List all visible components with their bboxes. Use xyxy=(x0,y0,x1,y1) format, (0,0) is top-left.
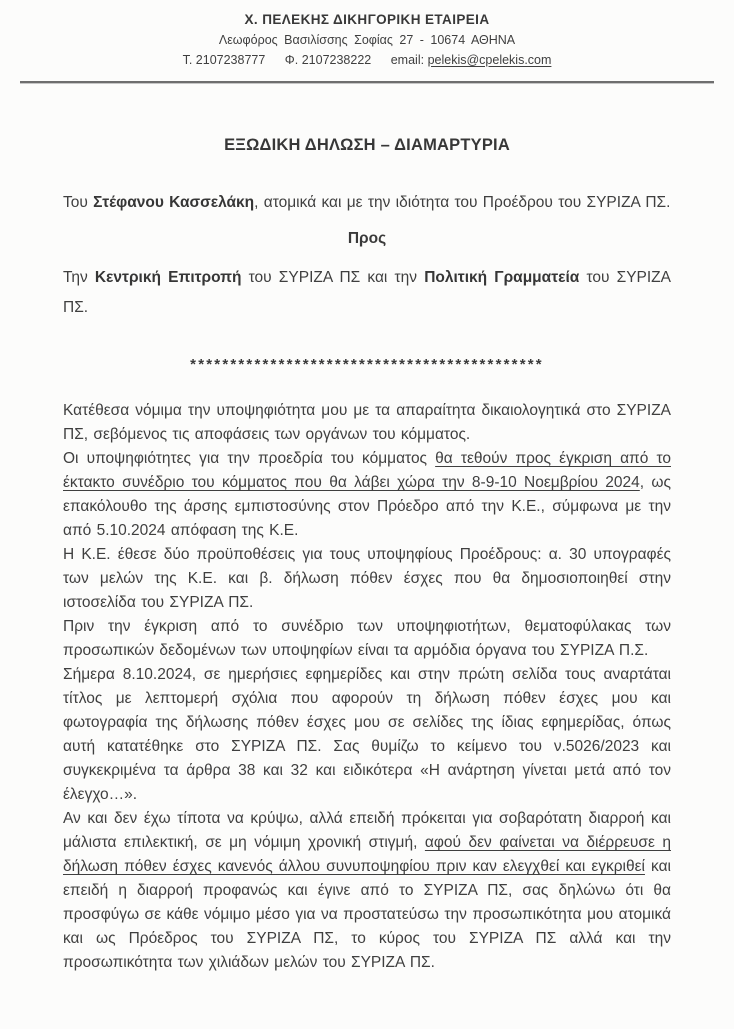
firm-fax: Φ. 2107238222 xyxy=(284,53,372,67)
text-segment: Κατέθεσα νόμιμα την υποψηφιότητα μου με τα απαραίτητα δικαιολογητικά στο ΣΥΡΙΖΑ ΠΣ, σεβόμενος τις αποφάσεις των οργάνων του κόμματος. xyxy=(63,402,671,443)
text-segment: , ως επακόλουθο της άρσης εμπιστοσύνης στον Πρόεδρο από την Κ.Ε., σύμφωνα με την από 5.10.2024 απόφαση της Κ.Ε. xyxy=(63,474,671,539)
recipients-line xyxy=(63,263,671,323)
text-segment: Σήμερα 8.10.2024, σε ημερήσιες εφημερίδες και στην πρώτη σελίδα τους αναρτάται τίτλος με λεπτομερή σχόλια που αφορούν τη δήλωση πόθεν έσχες μου και φωτογραφία της δήλωσης πόθεν έσχες μου σε σελίδες της ίδιας εφημερίδας, όπως αυτή κατατέθηκε στο ΣΥΡΙΖΑ ΠΣ. Σας θυμίζω το κείμενο του ν.5026/2023 και συγκεκριμένα τα άρθρα 38 και 32 και ειδικότερα «Η ανάρτηση γίνεται μετά από τον έλεγχο…». xyxy=(63,666,671,803)
text-segment: του ΣΥΡΙΖΑ ΠΣ. xyxy=(63,269,671,316)
text-segment: Του xyxy=(63,194,94,211)
declarant-line xyxy=(63,188,671,218)
email-label: email: xyxy=(390,53,425,67)
text-segment: Την xyxy=(63,269,95,286)
firm-name: Χ. ΠΕΛΕΚΗΣ ΔΙΚΗΓΟΡΙΚΗ ΕΤΑΙΡΕΙΑ xyxy=(244,12,490,27)
text-segment: Η Κ.Ε. έθεσε δύο προϋποθέσεις για τους υποψηφίους Προέδρους: α. 30 υπογραφές των μελών της Κ.Ε. και β. δήλωση πόθεν έσχες που θα δημοσιοποιηθεί στην ιστοσελίδα του ΣΥΡΙΖΑ ΠΣ. xyxy=(63,546,671,611)
letterhead-divider xyxy=(20,81,714,84)
body-paragraph xyxy=(63,663,671,807)
body-paragraph xyxy=(63,543,671,615)
letterhead xyxy=(0,10,734,70)
email-address: pelekis@cpelekis.com xyxy=(427,53,552,67)
text-segment: Οι υποψηφιότητες για την προεδρία του κόμματος xyxy=(63,450,436,467)
text-segment: και επειδή η διαρροή προφανώς και έγινε από το ΣΥΡΙΖΑ ΠΣ, σας δηλώνω ότι θα προσφύγω σε κάθε νόμιμο μέσο για να προστατεύσω την προσωπικότητα μου ατομικά και ως Πρόεδρος του ΣΥΡΙΖΑ ΠΣ, το κύρος του ΣΥΡΙΖΑ ΠΣ αλλά και την προσωπικότητα των χιλιάδων μελών του ΣΥΡΙΖΑ ΠΣ. xyxy=(63,858,671,971)
body-paragraph xyxy=(63,615,671,663)
body-text xyxy=(0,399,734,975)
bold-text: Πολιτική Γραμματεία xyxy=(424,269,580,286)
bold-text: Κεντρική Επιτροπή xyxy=(94,269,242,286)
text-segment: Αν και δεν έχω τίποτα να κρύψω, αλλά επειδή πρόκειται για σοβαρότατη διαρροή και μάλιστα επιλεκτική, σε μη νόμιμη χρονική στιγμή, xyxy=(63,810,671,851)
firm-contact-line xyxy=(0,51,734,70)
to-heading: Προς xyxy=(347,230,387,247)
firm-phone: Τ. 2107238777 xyxy=(182,53,266,67)
text-segment: Πριν την έγκριση από το συνέδριο των υποψηφιοτήτων, θεματοφύλακας των προσωπικών δεδομένων των υποψηφίων είναι τα αρμόδια όργανα του ΣΥΡΙΖΑ Π.Σ. xyxy=(63,618,671,659)
document-content xyxy=(0,134,734,975)
text-segment: , ατομικά και με την ιδιότητα του Προέδρου του ΣΥΡΙΖΑ ΠΣ. xyxy=(254,194,671,211)
underlined-text: αφού δεν φαίνεται να διέρρευσε η δήλωση πόθεν έσχες κανενός άλλου συνυποψηφίου πριν καν ελεγχθεί και εγκριθεί xyxy=(63,834,671,875)
bold-text: Στέφανου Κασσελάκη xyxy=(93,194,255,211)
firm-address: Λεωφόρος Βασιλίσσης Σοφίας 27 - 10674 ΑΘΗΝΑ xyxy=(218,33,516,47)
document-title: ΕΞΩΔΙΚΗ ΔΗΛΩΣΗ – ΔΙΑΜΑΡΤΥΡΙΑ xyxy=(224,136,510,154)
body-paragraph xyxy=(63,807,671,975)
body-paragraph xyxy=(63,447,671,543)
underlined-text: θα τεθούν προς έγκριση από το έκτακτο συνέδριο του κόμματος που θα λάβει χώρα την 8-9-10 Νοεμβρίου 2024 xyxy=(63,450,671,491)
asterisk-separator: ******************************************** xyxy=(190,356,544,373)
body-paragraph xyxy=(63,399,671,447)
text-segment: του ΣΥΡΙΖΑ ΠΣ και την xyxy=(241,269,425,286)
firm-email xyxy=(391,53,552,67)
